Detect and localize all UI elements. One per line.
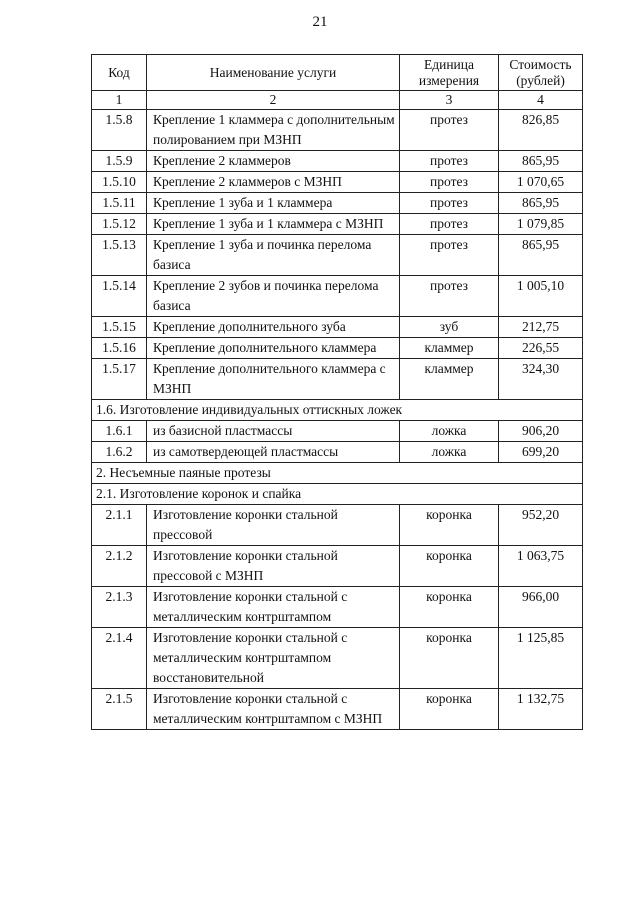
column-number: 2 <box>147 91 400 110</box>
row-unit: протез <box>400 214 499 235</box>
row-unit: зуб <box>400 317 499 338</box>
table-row <box>92 628 583 689</box>
row-name: Крепление 2 кламмеров <box>147 151 400 172</box>
row-code: 1.5.10 <box>92 172 147 193</box>
row-code: 2.1.2 <box>92 546 147 587</box>
row-code: 1.5.12 <box>92 214 147 235</box>
row-name: Изготовление коронки стальной прессовой с МЗНП <box>147 546 400 587</box>
row-name: из базисной пластмассы <box>147 421 400 442</box>
row-code: 1.6.1 <box>92 421 147 442</box>
section-title: 1.6. Изготовление индивидуальных оттискных ложек <box>92 400 583 421</box>
row-name: из самотвердеющей пластмассы <box>147 442 400 463</box>
row-code: 2.1.1 <box>92 505 147 546</box>
table-row <box>92 276 583 317</box>
row-code: 1.5.13 <box>92 235 147 276</box>
row-unit: протез <box>400 110 499 151</box>
row-unit: коронка <box>400 628 499 689</box>
table-row <box>92 587 583 628</box>
row-unit: протез <box>400 235 499 276</box>
row-unit: протез <box>400 276 499 317</box>
table-row <box>92 317 583 338</box>
row-cost: 1 079,85 <box>499 214 583 235</box>
row-code: 2.1.3 <box>92 587 147 628</box>
row-name: Крепление 1 зуба и починка перелома базиса <box>147 235 400 276</box>
row-cost: 865,95 <box>499 235 583 276</box>
section-row <box>92 400 583 421</box>
row-name: Крепление 1 зуба и 1 кламмера <box>147 193 400 214</box>
table-row <box>92 193 583 214</box>
row-unit: коронка <box>400 689 499 730</box>
row-name: Крепление 1 кламмера с дополнительным полированием при МЗНП <box>147 110 400 151</box>
section-title: 2.1. Изготовление коронок и спайка <box>92 484 583 505</box>
row-name: Крепление 2 кламмеров с МЗНП <box>147 172 400 193</box>
row-unit: коронка <box>400 505 499 546</box>
row-name: Крепление дополнительного кламмера <box>147 338 400 359</box>
row-cost: 865,95 <box>499 193 583 214</box>
row-name: Крепление 1 зуба и 1 кламмера с МЗНП <box>147 214 400 235</box>
price-table <box>91 54 583 730</box>
table-row <box>92 505 583 546</box>
row-name: Изготовление коронки стальной прессовой <box>147 505 400 546</box>
row-cost: 1 070,65 <box>499 172 583 193</box>
row-name: Изготовление коронки стальной с металлическим контрштампом <box>147 587 400 628</box>
row-unit: кламмер <box>400 338 499 359</box>
row-unit: протез <box>400 193 499 214</box>
table-row <box>92 359 583 400</box>
row-code: 1.6.2 <box>92 442 147 463</box>
section-row <box>92 463 583 484</box>
table-row <box>92 214 583 235</box>
row-cost: 1 063,75 <box>499 546 583 587</box>
row-unit: ложка <box>400 421 499 442</box>
row-unit: коронка <box>400 546 499 587</box>
row-cost: 865,95 <box>499 151 583 172</box>
table-row <box>92 151 583 172</box>
header-code: Код <box>92 55 147 91</box>
row-code: 1.5.17 <box>92 359 147 400</box>
table-body <box>92 110 583 730</box>
row-unit: протез <box>400 151 499 172</box>
table-row <box>92 546 583 587</box>
row-code: 1.5.16 <box>92 338 147 359</box>
row-cost: 906,20 <box>499 421 583 442</box>
row-code: 1.5.8 <box>92 110 147 151</box>
row-cost: 1 125,85 <box>499 628 583 689</box>
row-code: 1.5.9 <box>92 151 147 172</box>
section-title: 2. Несъемные паяные протезы <box>92 463 583 484</box>
column-numbers-row <box>92 91 583 110</box>
row-cost: 826,85 <box>499 110 583 151</box>
column-number: 3 <box>400 91 499 110</box>
column-number: 4 <box>499 91 583 110</box>
header-name: Наименование услуги <box>147 55 400 91</box>
row-name: Изготовление коронки стальной с металлическим контрштампом восстановительной <box>147 628 400 689</box>
row-cost: 952,20 <box>499 505 583 546</box>
table-row <box>92 235 583 276</box>
section-row <box>92 484 583 505</box>
column-number: 1 <box>92 91 147 110</box>
row-cost: 212,75 <box>499 317 583 338</box>
row-name: Изготовление коронки стальной с металлическим контрштампом с МЗНП <box>147 689 400 730</box>
header-row <box>92 55 583 91</box>
table-row <box>92 172 583 193</box>
row-code: 2.1.4 <box>92 628 147 689</box>
row-unit: кламмер <box>400 359 499 400</box>
row-cost: 1 005,10 <box>499 276 583 317</box>
row-cost: 966,00 <box>499 587 583 628</box>
table-row <box>92 110 583 151</box>
row-unit: протез <box>400 172 499 193</box>
row-unit: ложка <box>400 442 499 463</box>
row-name: Крепление дополнительного зуба <box>147 317 400 338</box>
row-cost: 226,55 <box>499 338 583 359</box>
row-unit: коронка <box>400 587 499 628</box>
row-code: 2.1.5 <box>92 689 147 730</box>
header-unit: Единица измерения <box>400 55 499 91</box>
row-code: 1.5.15 <box>92 317 147 338</box>
table-row <box>92 421 583 442</box>
row-code: 1.5.14 <box>92 276 147 317</box>
page-number: 21 <box>312 14 328 30</box>
row-name: Крепление 2 зубов и починка перелома базиса <box>147 276 400 317</box>
table-row <box>92 442 583 463</box>
row-cost: 1 132,75 <box>499 689 583 730</box>
row-code: 1.5.11 <box>92 193 147 214</box>
header-cost: Стоимость (рублей) <box>499 55 583 91</box>
table-row <box>92 338 583 359</box>
row-cost: 324,30 <box>499 359 583 400</box>
row-name: Крепление дополнительного кламмера с МЗНП <box>147 359 400 400</box>
row-cost: 699,20 <box>499 442 583 463</box>
table-row <box>92 689 583 730</box>
